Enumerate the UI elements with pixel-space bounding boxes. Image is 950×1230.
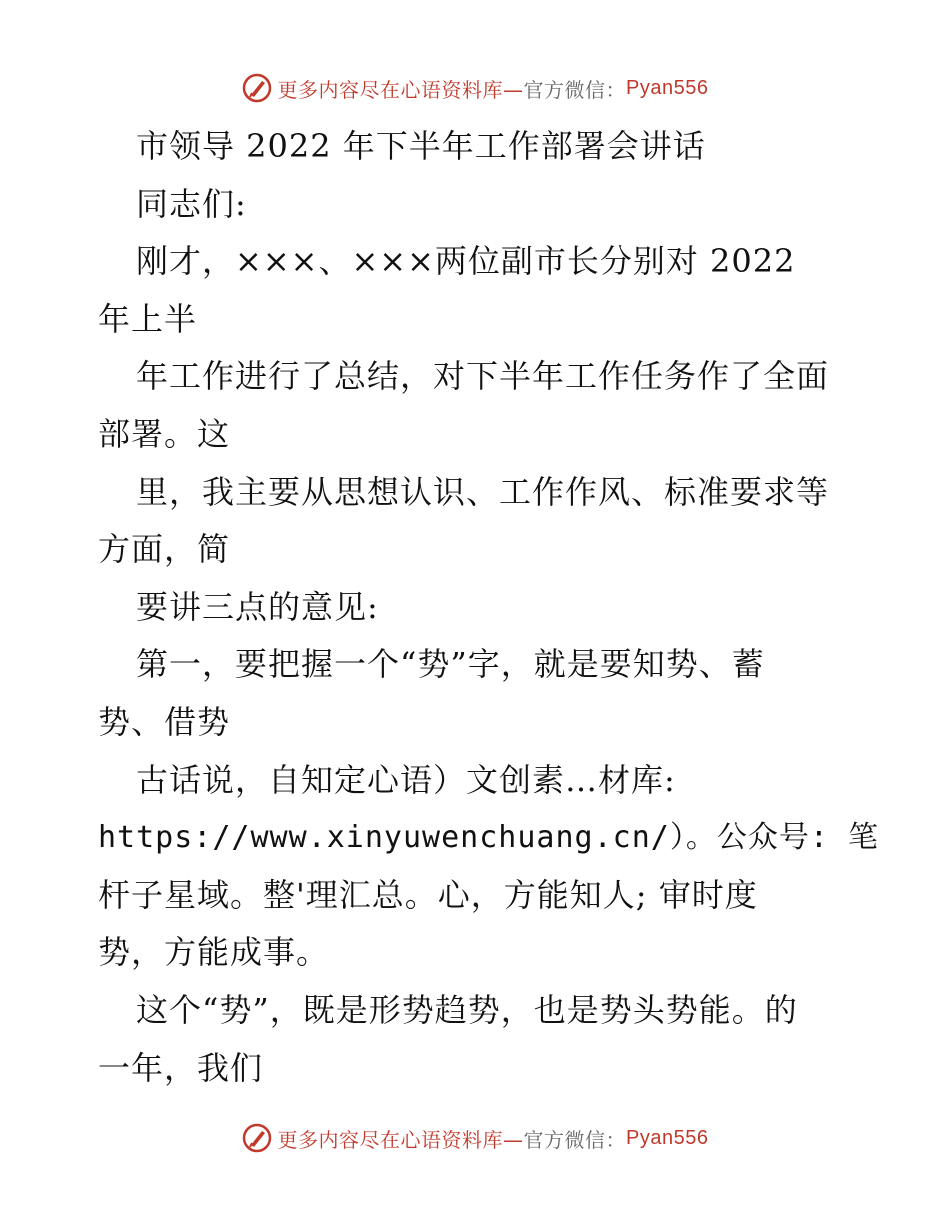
paragraph-line: 年工作进行了总结，对下半年工作任务作了全面 (136, 357, 830, 396)
salutation: 同志们: (136, 184, 247, 223)
header-banner-wechat-id: Pyan556 (626, 76, 709, 99)
url-line: https://www.xinyuwenchuang.cn/）。公众号: 笔 (98, 820, 879, 856)
paragraph-line: 一年，我们 (98, 1048, 264, 1087)
paragraph-line: 势、借势 (98, 702, 231, 741)
paragraph-line: 里，我主要从思想认识、工作作风、标准要求等 (136, 472, 830, 511)
footer-banner (0, 1118, 950, 1158)
paragraph-line: 杆子星域。整'理汇总。心，方能知人; 审时度 (98, 875, 758, 914)
footer-banner-wechat-label: 官方微信： (523, 1127, 627, 1152)
quill-pen-logo-icon (242, 73, 272, 103)
paragraph-line: 势，方能成事。 (98, 933, 330, 972)
quill-pen-logo-icon (242, 1123, 272, 1153)
paragraph-line: 刚才，×××、×××两位副市长分别对 2022 (136, 242, 796, 281)
header-banner-text: 更多内容尽在心语资料库— (277, 77, 524, 102)
paragraph-line: 古话说，自知定心语）文创素…材库: (136, 760, 676, 799)
paragraph-line: 方面，简 (98, 530, 231, 569)
paragraph-line: 部署。这 (98, 414, 231, 453)
paragraph-line: 年上半 (98, 299, 198, 338)
paragraph-line: 要讲三点的意见: (136, 587, 379, 626)
header-banner (0, 68, 950, 108)
footer-banner-text: 更多内容尽在心语资料库— (277, 1127, 524, 1152)
document-title: 市领导 2022 年下半年工作部署会讲话 (136, 127, 706, 165)
header-banner-wechat-label: 官方微信： (523, 77, 627, 102)
footer-banner-wechat-id: Pyan556 (626, 1126, 709, 1149)
paragraph-line: 这个“势”，既是形势趋势，也是势头势能。的 (136, 990, 798, 1029)
document-body (98, 118, 879, 1097)
paragraph-line: 第一，要把握一个“势”字，就是要知势、蓄 (136, 645, 765, 684)
